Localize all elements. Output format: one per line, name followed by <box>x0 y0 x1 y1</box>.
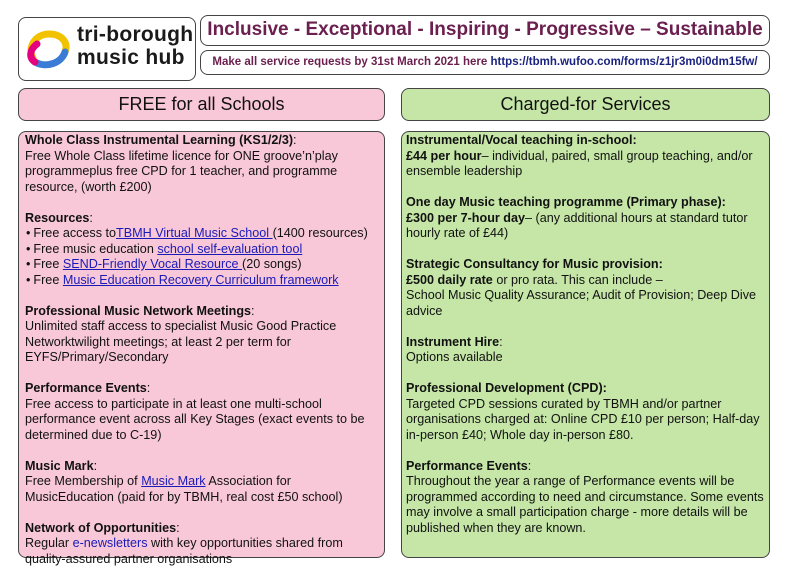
recovery-curriculum-link[interactable]: Music Education Recovery Curriculum framework <box>62 272 339 287</box>
section-heading: Performance Events <box>406 458 528 473</box>
section-body: £44 per hour– individual, paired, small group teaching, and/or ensemble leadership <box>406 148 753 178</box>
section-body: Options available <box>406 350 503 364</box>
section-heading: Whole Class Instrumental Learning (KS1/2/3) <box>25 133 294 147</box>
whole-class-section: Whole Class Instrumental Learning (KS1/2/3): Free Whole Class lifetime licence for ONE groove’n’play programmeplus free CPD for 1 teacher, and programme resource, (worth £200) <box>25 133 378 195</box>
section-body: Free Whole Class lifetime licence for ONE groove’n’play programmeplus free CPD for 1 teacher, and programme resource, (worth £200) <box>25 148 338 194</box>
network-opportunities-section: Network of Opportunities: Regular e-newsletters with key opportunities shared from quality-assured partner organisations <box>25 521 378 568</box>
slogan-text: Inclusive - Exceptional - Inspiring - Progressive – Sustainable <box>207 19 763 40</box>
section-heading: Music Mark <box>25 458 94 473</box>
send-vocal-resource-link[interactable]: SEND-Friendly Vocal Resource <box>62 257 243 271</box>
one-day-programme-section <box>406 195 765 242</box>
section-body: Regular e-newsletters with key opportunities shared from quality-assured partner organisations <box>25 536 343 566</box>
logo-line-2: music hub <box>77 46 185 69</box>
section-body: Free Membership of Music Mark Association for MusicEducation (paid for by TBMH, real cost £50 school) <box>25 474 343 504</box>
section-heading: Network of Opportunities <box>25 520 177 535</box>
resources-section: Resources: • Free access toTBMH Virtual Music School (1400 resources) • Free music education school self-evaluation tool • Free SEND-Friendly Vocal Resource (20 songs) • Free Music Education Recovery Curriculum framework <box>25 211 378 289</box>
charged-services-panel <box>401 131 770 558</box>
resources-list <box>25 226 378 288</box>
music-mark-link[interactable]: Music Mark <box>141 474 206 488</box>
cpd-section <box>406 381 765 443</box>
logo <box>18 17 196 81</box>
paid-performance-events-section: Performance Events: Throughout the year a range of Performance events will be programmed according to need and circumstance. Some events may involve a small participation charge - more details will be published when they are known. <box>406 458 764 535</box>
section-heading: Instrument Hire <box>406 334 500 349</box>
free-services-panel <box>18 131 385 566</box>
instrument-hire-section: Instrument Hire: Options available <box>406 335 765 366</box>
section-heading: Instrumental/Vocal teaching in-school: <box>406 133 637 147</box>
section-heading: One day Music teaching programme (Primary phase): <box>406 195 726 209</box>
instrumental-teaching-section <box>406 133 765 180</box>
price: £500 daily rate <box>406 272 493 287</box>
section-body: Targeted CPD sessions curated by TBMH and/or partner organisations charged at: Online CPD £10 per person; Half-day in-person £40; Whole day in-person £80. <box>406 396 760 442</box>
list-item: • Free SEND-Friendly Vocal Resource (20 songs) <box>25 257 378 273</box>
tri-borough-logo-icon <box>25 28 71 72</box>
music-mark-section: Music Mark: Free Membership of Music Mark Association for MusicEducation (paid for by TBMH, real cost £50 school) <box>25 459 378 506</box>
section-heading: Professional Music Network Meetings <box>25 303 252 318</box>
e-newsletters-link[interactable]: e-newsletters <box>72 536 148 550</box>
network-meetings-section: Professional Music Network Meetings: Unlimited staff access to specialist Music Good Practice Networktwilight meetings; at least 2 per term for EYFS/Primary/Secondary <box>25 304 378 366</box>
deadline-text: Make all service requests by 31st March 2021 here <box>212 56 491 68</box>
request-form-link[interactable]: https://tbmh.wufoo.com/forms/z1jr3m0i0dm15fw/ <box>490 56 758 68</box>
deadline-banner <box>200 50 770 75</box>
section-body: £300 per 7-hour day– (any additional hours at standard tutor hourly rate of £44) <box>406 210 748 240</box>
price: £300 per 7-hour day <box>406 210 525 225</box>
strategic-consultancy-section <box>406 257 765 319</box>
section-heading: Performance Events <box>25 381 147 395</box>
section-body: School Music Quality Assurance; Audit of Provision; Deep Dive advice <box>406 288 756 318</box>
virtual-music-school-link[interactable]: TBMH Virtual Music School <box>116 226 273 240</box>
list-item: • Free music education school self-evaluation tool <box>25 242 378 258</box>
free-services-title: FREE for all Schools <box>18 88 385 121</box>
logo-line-1: tri-borough <box>77 23 194 46</box>
section-body: Free access to participate in at least one multi-school performance event across all Key Stages (exact events to be determined due to C-19) <box>25 396 365 442</box>
section-heading: Strategic Consultancy for Music provision: <box>406 257 663 271</box>
list-item: • Free Music Education Recovery Curriculum framework <box>25 273 378 289</box>
logo-wordmark <box>77 23 193 69</box>
charged-services-title: Charged-for Services <box>401 88 770 121</box>
performance-events-section: Performance Events: Free access to participate in at least one multi-school performance event across all Key Stages (exact events to be determined due to C-19) <box>25 381 378 443</box>
section-body: Throughout the year a range of Performance events will be programmed according to need and circumstance. Some events may involve a small participation charge - more details will be published when they are known. <box>406 474 764 535</box>
section-body: Unlimited staff access to specialist Music Good Practice Networktwilight meetings; at least 2 per term for EYFS/Primary/Secondary <box>25 319 337 364</box>
self-evaluation-tool-link[interactable]: school self-evaluation tool <box>157 241 303 256</box>
section-heading: Professional Development (CPD): <box>406 381 607 395</box>
section-heading: Resources <box>25 210 90 225</box>
slogan-banner <box>200 15 770 46</box>
price: £44 per hour <box>406 148 482 163</box>
section-body: £500 daily rate or pro rata. This can include – <box>406 272 663 287</box>
list-item: • Free access toTBMH Virtual Music School (1400 resources) <box>25 226 378 242</box>
